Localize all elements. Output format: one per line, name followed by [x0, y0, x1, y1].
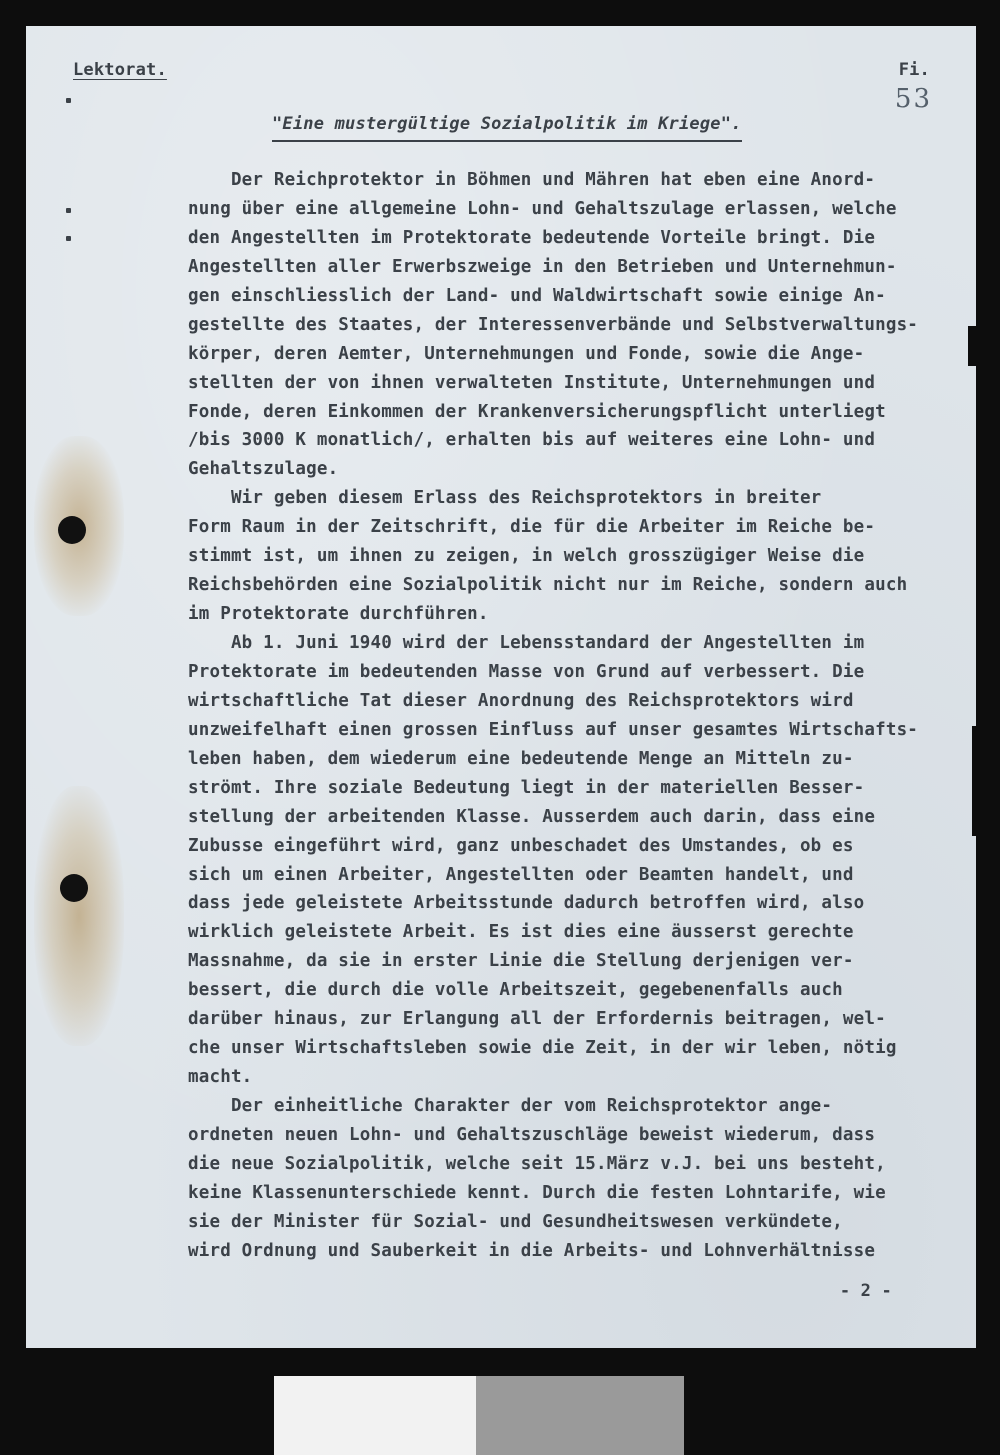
text-line: stimmt ist, um ihnen zu zeigen, in welch grosszügiger Weise die — [188, 546, 865, 567]
text-line: darüber hinaus, zur Erlangung all der Erfordernis beitragen, wel- — [188, 1009, 886, 1030]
body-text — [188, 166, 978, 1266]
text-line: Ab 1. Juni 1940 wird der Lebensstandard der Angestellten im — [188, 633, 865, 653]
text-line: Form Raum in der Zeitschrift, die für die Arbeiter im Reiche be- — [188, 517, 876, 538]
text-line: macht. — [188, 1067, 253, 1088]
text-line: Der Reichprotektor in Böhmen und Mähren hat eben eine Anord- — [188, 170, 876, 190]
text-line: gen einschliesslich der Land- und Waldwirtschaft sowie einige An- — [188, 285, 886, 306]
text-line: wirtschaftliche Tat dieser Anordnung des Reichsprotektors wird — [188, 690, 854, 711]
text-line: Fonde, deren Einkommen der Krankenversicherungspflicht unterliegt — [188, 401, 886, 422]
text-line: sich um einen Arbeiter, Angestellten oder Beamten handelt, und — [188, 864, 854, 885]
page-number: - 2 - — [839, 1281, 892, 1301]
document-page — [26, 26, 976, 1348]
text-line: die neue Sozialpolitik, welche seit 15.März v.J. bei uns besteht, — [188, 1153, 886, 1174]
text-line: stellten der von ihnen verwalteten Institute, Unternehmungen und — [188, 372, 876, 393]
text-line: körper, deren Aemter, Unternehmungen und Fonde, sowie die Ange- — [188, 343, 865, 364]
text-line: gestellte des Staates, der Interessenverbände und Selbstverwaltungs- — [188, 314, 919, 335]
text-line: Angestellten aller Erwerbszweige in den Betrieben und Unternehmun- — [188, 256, 897, 277]
text-line: Massnahme, da sie in erster Linie die Stellung derjenigen ver- — [188, 951, 854, 972]
text-line: Reichsbehörden eine Sozialpolitik nicht nur im Reiche, sondern auch — [188, 575, 908, 596]
margin-mark — [66, 236, 71, 241]
text-line: wird Ordnung und Sauberkeit in die Arbeits- und Lohnverhältnisse — [188, 1240, 876, 1261]
text-line: im Protektorate durchführen. — [188, 604, 489, 625]
rust-stain — [34, 786, 124, 1046]
text-line: leben haben, dem wiederum eine bedeutende Menge an Mitteln zu- — [188, 748, 854, 769]
text-line: dass jede geleistete Arbeitsstunde dadurch betroffen wird, also — [188, 893, 865, 914]
calibration-gray-patch — [476, 1376, 684, 1455]
text-line: wirklich geleistete Arbeit. Es ist dies eine äusserst gerechte — [188, 922, 854, 943]
text-line: den Angestellten im Protektorate bedeutende Vorteile bringt. Die — [188, 227, 876, 248]
calibration-white-patch — [274, 1376, 476, 1455]
text-line: Gehaltszulage. — [188, 459, 339, 480]
text-line: unzweifelhaft einen grossen Einfluss auf unser gesamtes Wirtschafts- — [188, 719, 919, 740]
text-line: Zubusse eingeführt wird, ganz unbeschadet des Umstandes, ob es — [188, 835, 854, 856]
punch-hole — [60, 874, 88, 902]
text-line: stellung der arbeitenden Klasse. Ausserdem auch darin, dass eine — [188, 806, 876, 827]
text-line: ordneten neuen Lohn- und Gehaltszuschläge beweist wiederum, dass — [188, 1124, 876, 1145]
document-title: "Eine mustergültige Sozialpolitik im Kriege". — [272, 114, 742, 142]
department-header: Lektorat. — [73, 60, 167, 80]
folio-number: 53 — [894, 84, 932, 114]
margin-mark — [66, 208, 71, 213]
folio-label: Fi. — [898, 60, 930, 80]
text-line: nung über eine allgemeine Lohn- und Gehaltszulage erlassen, welche — [188, 198, 897, 219]
text-line: sie der Minister für Sozial- und Gesundheitswesen verkündete, — [188, 1211, 843, 1232]
punch-hole — [58, 516, 86, 544]
text-line: strömt. Ihre soziale Bedeutung liegt in der materiellen Besser- — [188, 777, 865, 798]
text-line: bessert, die durch die volle Arbeitszeit, gegebenenfalls auch — [188, 980, 843, 1001]
margin-mark — [66, 98, 71, 103]
text-line: Wir geben diesem Erlass des Reichsprotektors in breiter — [188, 488, 822, 509]
text-line: che unser Wirtschaftsleben sowie die Zeit, in der wir leben, nötig — [188, 1038, 897, 1059]
text-line: Protektorate im bedeutenden Masse von Grund auf verbessert. Die — [188, 661, 865, 682]
text-line: /bis 3000 K monatlich/, erhalten bis auf weiteres eine Lohn- und — [188, 430, 876, 451]
text-line: Der einheitliche Charakter der vom Reichsprotektor ange- — [188, 1096, 833, 1116]
text-line: keine Klassenunterschiede kennt. Durch die festen Lohntarife, wie — [188, 1182, 886, 1203]
